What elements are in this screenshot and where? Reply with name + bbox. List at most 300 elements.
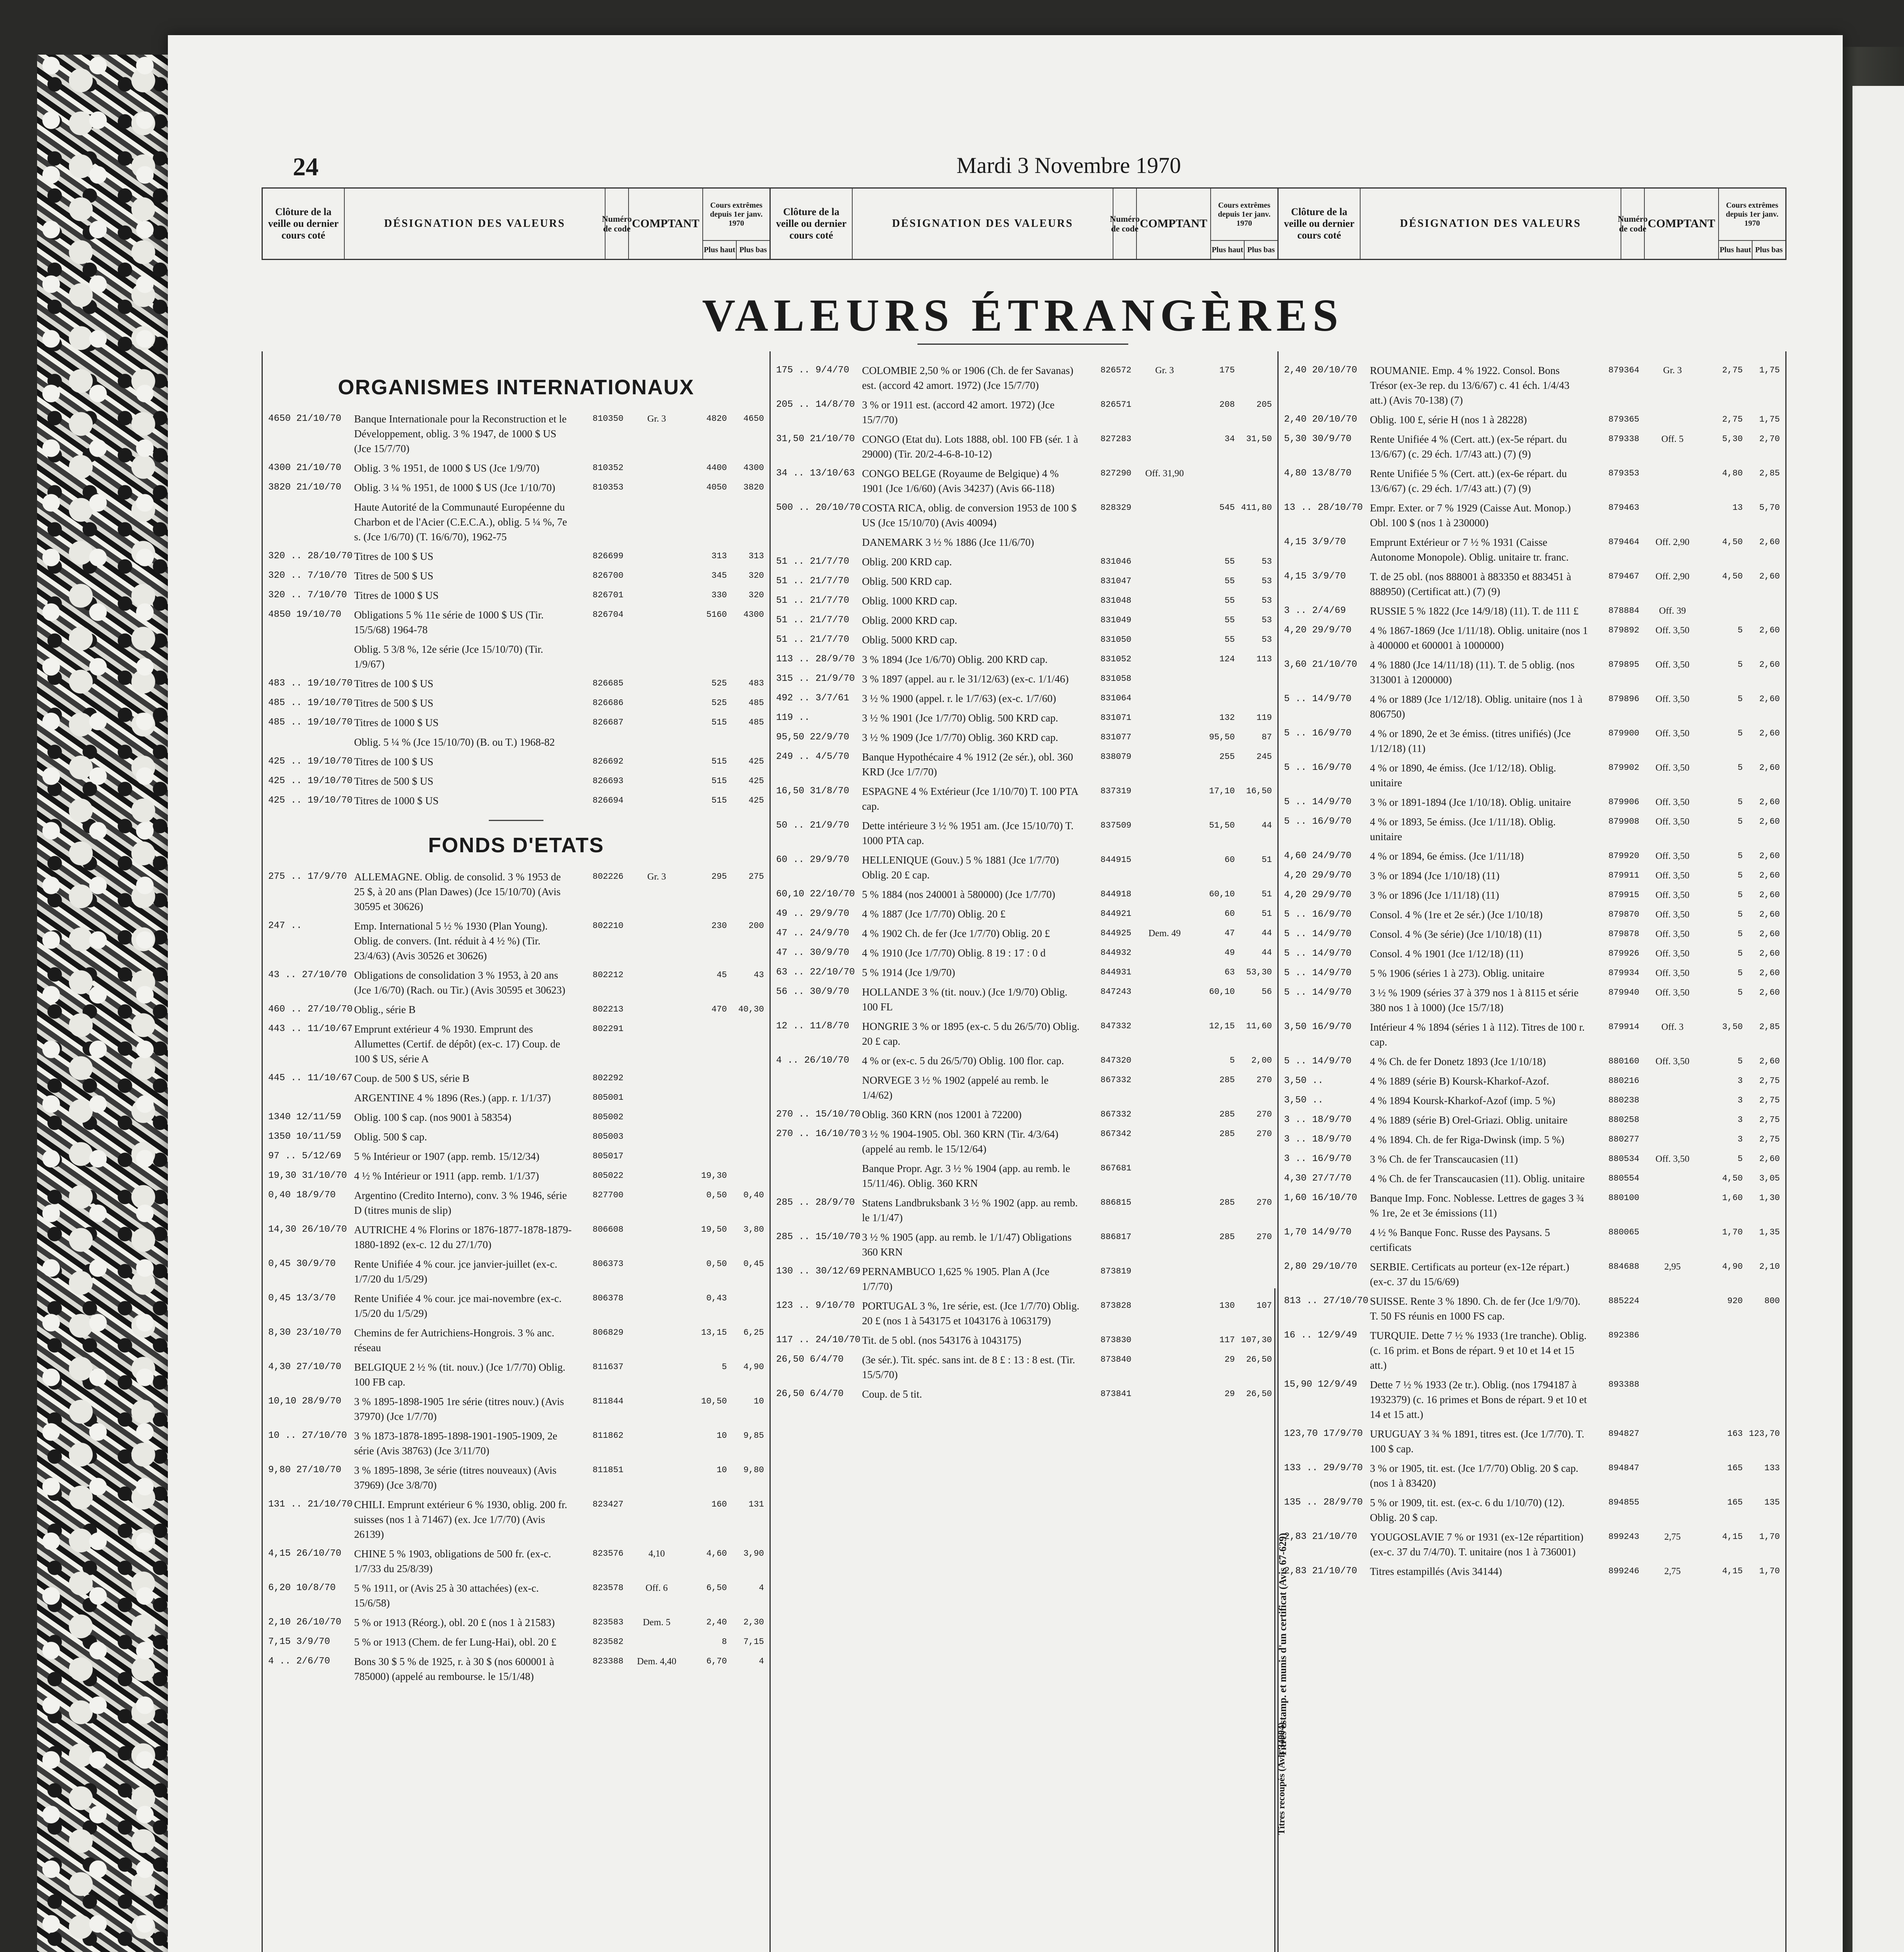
code-number: 802226 (592, 872, 623, 882)
security-name: 5 % 1906 (séries 1 à 273). Oblig. unitaire (1370, 967, 1544, 979)
plus-bas-value: 2,60 (1759, 1154, 1780, 1164)
plus-bas-value: 2,60 (1759, 728, 1780, 738)
plus-haut-value: 545 (1219, 503, 1235, 513)
listing-row (1284, 1152, 1780, 1167)
comptant-value (1131, 1073, 1198, 1102)
security-name: 3 % 1894 (Jce 1/6/70) Oblig. 200 KRD cap. (862, 654, 1048, 665)
close-value: 247 .. (268, 921, 302, 931)
close-value: 0,45 30/9/70 (268, 1259, 336, 1269)
comptant-value (1131, 887, 1198, 902)
code-number: 805022 (592, 1171, 623, 1181)
plus-bas-value: 425 (748, 776, 764, 786)
comptant-value (623, 549, 690, 564)
code-number: 828329 (1100, 503, 1131, 513)
plus-bas-value: 4 (759, 1656, 764, 1666)
plus-bas-value: 2,85 (1759, 1022, 1780, 1032)
plus-haut-value: 515 (711, 776, 727, 786)
plus-bas-value: 44 (1261, 948, 1272, 958)
plus-haut-value: 5 (1737, 1056, 1743, 1066)
code-number: 838079 (1100, 752, 1131, 762)
code-number: 847332 (1100, 1021, 1131, 1031)
listing-row (776, 907, 1272, 921)
listing-columns (262, 351, 1786, 1952)
close-value: 5 .. 16/9/70 (1284, 909, 1352, 920)
code-number: 899246 (1608, 1566, 1639, 1576)
security-name: Oblig. 3 ¼ % 1951, de 1000 $ US (Jce 1/10/70) (354, 482, 556, 493)
plus-haut-value: 345 (711, 571, 727, 581)
header-designation: DÉSIGNATION DES VALEURS (853, 189, 1113, 259)
page-number: 24 (293, 153, 319, 181)
comptant-value (1639, 1093, 1706, 1108)
plus-haut-value: 208 (1219, 400, 1235, 410)
plus-bas-value: 485 (748, 698, 764, 708)
header-comptant: COMPTANT (629, 189, 703, 259)
comptant-value: Off. 3,50 (1655, 851, 1690, 861)
listing-row (1284, 1054, 1780, 1069)
security-name: 4 % Ch. de fer Donetz 1893 (Jce 1/10/18) (1370, 1056, 1546, 1067)
security-name: 4 % 1867-1869 (Jce 1/11/18). Oblig. unitaire (nos 1 à 400000 et 600001 à 1000000) (1370, 625, 1588, 651)
close-value: 47 .. 24/9/70 (776, 928, 850, 939)
listing-row (268, 1257, 764, 1286)
plus-haut-value: 55 (1224, 557, 1235, 566)
plus-bas-value: 2,60 (1759, 817, 1780, 826)
security-name: 4 ½ % Intérieur or 1911 (app. remb. 1/1/37) (354, 1170, 539, 1182)
plus-haut-value: 51,50 (1209, 821, 1235, 830)
plus-bas-value: 6,25 (743, 1328, 764, 1338)
security-name: HONGRIE 3 % or 1895 (ex-c. 5 du 26/5/70) Oblig. 20 £ cap. (862, 1021, 1080, 1047)
security-name: 3 % or 1905, tit. est. (Jce 1/7/70) Oblig. 20 $ cap. (nos 1 à 83420) (1370, 1462, 1578, 1489)
plus-haut-value: 285 (1219, 1198, 1235, 1208)
col3-entries (1284, 363, 1780, 1579)
comptant-value (623, 1428, 690, 1458)
comptant-value (1131, 965, 1198, 980)
plus-bas-value (1743, 1377, 1780, 1422)
plus-haut-value: 5 (1737, 660, 1743, 670)
security-name: CONGO BELGE (Royaume de Belgique) 4 % 1901 (Jce 1/6/60) (Avis 34237) (Avis 66-118) (862, 468, 1059, 494)
plus-bas-value: 53 (1261, 615, 1272, 625)
code-number: 879870 (1608, 910, 1639, 919)
close-value: 3,50 16/9/70 (1284, 1022, 1352, 1032)
security-name: Oblig. 3 % 1951, de 1000 $ US (Jce 1/9/70) (354, 462, 540, 474)
plus-bas-value (727, 1291, 764, 1321)
security-name: 4 % or 1890, 2e et 3e émiss. (titres unifiés) (Jce 1/12/18) (11) (1370, 728, 1571, 754)
code-number: 880258 (1608, 1115, 1639, 1125)
listing-row (268, 1129, 764, 1144)
comptant-value (623, 754, 690, 769)
close-value: 5 .. 14/9/70 (1284, 1056, 1352, 1067)
listing-row (776, 887, 1272, 902)
listing-row (268, 1615, 764, 1630)
listing-row (268, 1428, 764, 1458)
plus-haut-value: 255 (1219, 752, 1235, 762)
header-group-1 (263, 189, 771, 259)
comptant-value (623, 919, 690, 963)
plus-bas-value: 1,75 (1759, 365, 1780, 375)
comptant-value (1131, 500, 1198, 530)
col1-entries (268, 411, 764, 808)
comptant-value: Off. 5 (1661, 434, 1684, 444)
close-value: 117 .. 24/10/70 (776, 1335, 861, 1345)
comptant-value (1131, 784, 1198, 814)
comptant-value (1131, 535, 1198, 550)
comptant-value: Off. 3 (1661, 1022, 1684, 1032)
close-value: 13 .. 28/10/70 (1284, 502, 1363, 513)
plus-bas-value: 51 (1261, 909, 1272, 919)
comptant-value (623, 1149, 690, 1164)
listing-row (1284, 1530, 1780, 1559)
plus-haut-value: 63 (1224, 967, 1235, 977)
plus-haut-value: 4,50 (1722, 572, 1743, 581)
plus-haut-value: 55 (1224, 576, 1235, 586)
close-value: 47 .. 30/9/70 (776, 948, 850, 958)
comptant-value (623, 1071, 690, 1086)
close-value: 4,15 26/10/70 (268, 1548, 342, 1559)
security-name: 3 ½ % 1901 (Jce 1/7/70) Oblig. 500 KRD cap. (862, 712, 1058, 724)
comptant-value: Off. 6 (645, 1583, 668, 1593)
code-number (573, 642, 623, 671)
code-number: 802292 (592, 1073, 623, 1083)
listing-row (268, 461, 764, 476)
plus-bas-value: 2,60 (1759, 694, 1780, 704)
security-name: Consol. 4 % (1re et 2e sér.) (Jce 1/10/18) (1370, 909, 1543, 921)
plus-haut-value: 10 (716, 1465, 727, 1475)
listing-row (1284, 985, 1780, 1015)
security-name: Oblig. 5 ¼ % (Jce 15/10/70) (B. ou T.) 1968-82 (354, 736, 555, 748)
code-number: 847320 (1100, 1056, 1131, 1065)
security-name: 3 ½ % 1909 (séries 37 à 379 nos 1 à 8115 et série 380 nos 1 à 1000) (Jce 15/7/18) (1370, 987, 1579, 1013)
plus-haut-label: Plus haut (1719, 241, 1753, 259)
plus-bas-value: 16,50 (1246, 786, 1272, 796)
comptant-value (623, 568, 690, 583)
close-value: 51 .. 21/7/70 (776, 615, 850, 625)
plus-haut-value: 4,15 (1722, 1532, 1743, 1542)
listing-row (1284, 927, 1780, 942)
security-name: 4 % or 1894, 6e émiss. (Jce 1/11/18) (1370, 850, 1524, 862)
plus-bas-value: 4,90 (743, 1362, 764, 1372)
code-number: 811637 (592, 1362, 623, 1372)
header-designation: DÉSIGNATION DES VALEURS (1361, 189, 1621, 259)
plus-bas-value: 51 (1261, 855, 1272, 865)
listing-row (268, 1002, 764, 1017)
close-value: 320 .. 7/10/70 (268, 570, 347, 581)
plus-bas-value: 40,30 (738, 1004, 764, 1014)
code-number: 805002 (592, 1112, 623, 1122)
close-value: 51 .. 21/7/70 (776, 576, 850, 586)
security-name: Oblig., série B (354, 1004, 416, 1015)
comptant-value: Off. 3,50 (1655, 871, 1690, 881)
close-value: 813 .. 27/10/70 (1284, 1296, 1369, 1306)
code-number: 823583 (592, 1617, 623, 1627)
listing-row (1284, 1020, 1780, 1049)
security-name: COLOMBIE 2,50 % or 1906 (Ch. de fer Savanas) est. (accord 42 amort. 1972) (Jce 15/7/70) (862, 365, 1074, 391)
security-name: HELLENIQUE (Gouv.) 5 % 1881 (Jce 1/7/70) Oblig. 20 £ cap. (862, 854, 1059, 881)
security-name: Dette intérieure 3 ½ % 1951 am. (Jce 15/10/70) T. 1000 PTA cap. (862, 820, 1074, 846)
comptant-value: 2,75 (1664, 1566, 1681, 1576)
close-value: 12 .. 11/8/70 (776, 1021, 850, 1031)
security-name: 5 % 1914 (Jce 1/9/70) (862, 967, 955, 978)
code-number: 844921 (1100, 909, 1131, 919)
close-value: 10,10 28/9/70 (268, 1396, 342, 1407)
security-name: Obligations de consolidation 3 % 1953, à 20 ans (Jce 1/6/70) (Rach. ou Tir.) (Avis 30595 et 30623) (354, 969, 565, 996)
code-number: 873828 (1100, 1301, 1131, 1311)
close-value: 3,50 .. (1284, 1076, 1323, 1086)
plus-bas-value: 0,40 (743, 1190, 764, 1200)
listing-row (268, 500, 764, 544)
listing-row (268, 1188, 764, 1218)
comptant-value (1131, 1352, 1198, 1382)
security-name: (3e sér.). Tit. spéc. sans int. de 8 £ : 13 : 8 est. (Tir. 15/5/70) (862, 1354, 1075, 1380)
close-value: 285 .. 28/9/70 (776, 1197, 855, 1208)
comptant-value: 4,10 (648, 1549, 665, 1559)
security-name: 3 % 1895-1898-1905 1re série (titres nouv.) (Avis 37970) (Jce 1/7/70) (354, 1396, 564, 1422)
security-name: Statens Landbruksbank 3 ½ % 1902 (app. au remb. le 1/1/47) (862, 1197, 1078, 1224)
plus-bas-value: 270 (1256, 1198, 1272, 1208)
comptant-value (1131, 1195, 1198, 1225)
plus-haut-value: 175 (1219, 365, 1235, 375)
header-numero: Numéro de code (606, 189, 629, 259)
comptant-value: Off. 3,50 (1655, 1056, 1690, 1067)
code-number: 826699 (592, 551, 623, 561)
listing-row (776, 1298, 1272, 1328)
security-name: 4 % or 1893, 5e émiss. (Jce 1/11/18). Oblig. unitaire (1370, 816, 1556, 842)
security-name: SUISSE. Rente 3 % 1890. Ch. de fer (Jce 1/9/70). T. 50 FS réunis en 1000 FS cap. (1370, 1295, 1581, 1322)
code-number: 880534 (1608, 1154, 1639, 1164)
close-value: 43 .. 27/10/70 (268, 970, 347, 980)
plus-haut-value: 5 (1737, 910, 1743, 919)
code-number: 844918 (1100, 889, 1131, 899)
close-value: 3,50 .. (1284, 1095, 1323, 1106)
plus-haut-value: 295 (711, 872, 727, 882)
code-number: 826701 (592, 590, 623, 600)
comptant-value (1131, 432, 1198, 461)
plus-haut-value: 4,80 (1722, 468, 1743, 478)
plus-haut-value: 3 (1737, 1135, 1743, 1144)
column-2 (771, 351, 1288, 1952)
close-value: 4300 21/10/70 (268, 463, 342, 473)
code-number: 879365 (1608, 415, 1639, 424)
plus-bas-value: 53 (1261, 557, 1272, 566)
plus-haut-value (1198, 1264, 1235, 1294)
code-number: 873840 (1100, 1355, 1131, 1364)
listing-row (776, 1161, 1272, 1191)
plus-bas-value (727, 1129, 764, 1144)
security-name: Empr. Exter. or 7 % 1929 (Caisse Aut. Monop.) Obl. 100 $ (nos 1 à 230000) (1370, 502, 1571, 529)
security-name: Emprunt Extérieur or 7 ½ % 1931 (Caisse Autonome Monopole). Oblig. unitaire tr. franc. (1370, 536, 1569, 563)
cours-extremes-label: Cours extrêmes depuis 1er janv. 1970 (1719, 189, 1785, 241)
security-name: 5 % or 1913 (Chem. de fer Lung-Hai), obl. 20 £ (354, 1636, 557, 1648)
security-name: 3 % or 1911 est. (accord 42 amort. 1972) (Jce 15/7/70) (862, 399, 1055, 426)
security-name: CHINE 5 % 1903, obligations de 500 fr. (ex-c. 1/7/33 du 25/8/39) (354, 1548, 551, 1574)
plus-haut-value: 5 (1737, 728, 1743, 738)
code-number: 831058 (1100, 674, 1131, 684)
plus-bas-value: 131 (748, 1500, 764, 1509)
plus-bas-value (1235, 363, 1272, 393)
header-comptant: COMPTANT (1137, 189, 1211, 259)
security-name: CONGO (Etat du). Lots 1888, obl. 100 FB (sér. 1 à 29000) (Tir. 20/2-4-6-8-10-12) (862, 433, 1078, 460)
comptant-value: Off. 3,50 (1655, 728, 1690, 739)
code-number: 826686 (592, 698, 623, 708)
code-number: 879467 (1608, 572, 1639, 581)
comptant-value (1131, 1053, 1198, 1068)
code-number: 823427 (592, 1500, 623, 1509)
close-value: 3 .. 18/9/70 (1284, 1134, 1352, 1145)
security-name: ARGENTINE 4 % 1896 (Res.) (app. r. 1/1/37) (354, 1092, 551, 1104)
listing-row (268, 1110, 764, 1125)
comptant-value: Off. 3,50 (1655, 949, 1690, 959)
listing-row (1284, 760, 1780, 790)
close-value: 5 .. 14/9/70 (1284, 797, 1352, 807)
plus-haut-value: 6,50 (706, 1583, 727, 1593)
security-name: AUTRICHE 4 % Florins or 1876-1877-1878-1879-1880-1892 (ex-c. 12 du 27/1/70) (354, 1224, 572, 1250)
plus-haut-value: 515 (711, 757, 727, 766)
listing-row (268, 735, 764, 750)
plus-haut-value (1706, 604, 1743, 618)
comptant-value (1131, 397, 1198, 427)
plus-haut-value: 4,15 (1722, 1566, 1743, 1576)
security-name: Rente Unifiée 4 % cour. jce janvier-juillet (ex-c. 1/7/20 du 1/5/29) (354, 1258, 557, 1285)
plus-bas-value: 56 (1261, 987, 1272, 997)
code-number: 802213 (592, 1004, 623, 1014)
plus-bas-value: 320 (748, 571, 764, 581)
plus-haut-label: Plus haut (1211, 241, 1245, 259)
security-name: 4 % 1902 Ch. de fer (Jce 1/7/70) Oblig. 20 £ (862, 928, 1050, 939)
cours-extremes-label: Cours extrêmes depuis 1er janv. 1970 (703, 189, 769, 241)
close-value: 4,20 29/9/70 (1284, 870, 1352, 881)
security-name: PORTUGAL 3 %, 1re série, est. (Jce 1/7/70) Oblig. 20 £ (nos 1 à 543175 et 1043176 à 1063179) (862, 1300, 1079, 1327)
comptant-value (623, 1257, 690, 1286)
security-name: Titres de 1000 $ US (354, 795, 439, 807)
plus-haut-value: 285 (1219, 1110, 1235, 1119)
plus-haut-value: 285 (1219, 1232, 1235, 1242)
plus-bas-label: Plus bas (1247, 245, 1275, 254)
code-number: 826694 (592, 796, 623, 805)
plus-bas-value (1235, 1161, 1272, 1191)
close-value: 443 .. 11/10/67 (268, 1024, 353, 1034)
close-value: 56 .. 30/9/70 (776, 987, 850, 997)
comptant-value (623, 735, 690, 750)
plus-bas-value: 119 (1256, 713, 1272, 723)
plus-bas-value: 2,60 (1759, 763, 1780, 773)
listing-row (776, 1195, 1272, 1225)
code-number: 805001 (592, 1093, 623, 1102)
plus-bas-value: 107,30 (1241, 1335, 1272, 1345)
comptant-value (1131, 574, 1198, 589)
listing-row (776, 363, 1272, 393)
close-value: 4850 19/10/70 (268, 609, 342, 620)
security-name: Banque Imp. Fonc. Noblesse. Lettres de gages 3 ¾ % 1re, 2e et 3e émissions (11) (1370, 1192, 1584, 1219)
table-header (262, 187, 1786, 260)
plus-haut-value: 132 (1219, 713, 1235, 723)
close-value: 492 .. 3/7/61 (776, 693, 850, 704)
listing-row (776, 985, 1272, 1014)
plus-bas-value: 4300 (743, 463, 764, 473)
code-number: 873841 (1100, 1389, 1131, 1399)
code-number: 811844 (592, 1396, 623, 1406)
plus-bas-value: 2,60 (1759, 851, 1780, 861)
code-number: 879878 (1608, 929, 1639, 939)
header-numero: Numéro de code (1113, 189, 1137, 259)
listing-row (776, 466, 1272, 496)
plus-bas-value: 270 (1256, 1232, 1272, 1242)
plus-bas-value: 2,75 (1759, 1135, 1780, 1144)
plus-bas-value: 1,30 (1759, 1193, 1780, 1203)
security-name: URUGUAY 3 ¾ % 1891, titres est. (Jce 1/7/70). T. 100 $ cap. (1370, 1428, 1584, 1455)
plus-bas-value: 123,70 (1749, 1429, 1780, 1439)
comptant-value (1131, 691, 1198, 706)
plus-bas-value (727, 500, 764, 544)
close-value: 4650 21/10/70 (268, 413, 342, 424)
listing-row (268, 1222, 764, 1252)
plus-bas-value: 53 (1261, 596, 1272, 606)
close-value: 14,30 26/10/70 (268, 1224, 347, 1235)
listing-row (776, 632, 1272, 647)
security-name: Banque Propr. Agr. 3 ½ % 1904 (app. au remb. le 15/11/46). Oblig. 360 KRN (862, 1163, 1070, 1189)
security-name: Oblig. 2000 KRD cap. (862, 614, 957, 626)
plus-haut-value: 230 (711, 921, 727, 931)
close-value: 5 .. 16/9/70 (1284, 762, 1352, 773)
plus-haut-value: 117 (1219, 1335, 1235, 1345)
plus-bas-value (727, 1168, 764, 1183)
security-name: Haute Autorité de la Communauté Européenne du Charbon et de l'Acier (C.E.C.A.), oblig. 5 ¼ %, 7e s. (Jce 1/6/70) (T. 16/6/70), 1962-75 (354, 501, 567, 543)
listing-row (1284, 1171, 1780, 1186)
plus-haut-value: 6,70 (706, 1656, 727, 1666)
security-name: Oblig. 5000 KRD cap. (862, 634, 957, 646)
comptant-value: Gr. 3 (1663, 365, 1682, 376)
listing-row (776, 730, 1272, 745)
listing-row (268, 1291, 764, 1321)
code-number: 879353 (1608, 468, 1639, 478)
listing-row (776, 397, 1272, 427)
security-name: 4 % or 1890, 4e émiss. (Jce 1/12/18). Oblig. unitaire (1370, 762, 1556, 789)
comptant-value (623, 1291, 690, 1321)
close-value: 31,50 21/10/70 (776, 434, 855, 444)
listing-row (776, 593, 1272, 608)
security-name: Rente Unifiée 5 % (Cert. att.) (ex-6e répart. du 13/6/67) (c. 29 éch. 1/7/43 att.) (7) (9) (1370, 468, 1567, 494)
plus-haut-value: 165 (1727, 1498, 1743, 1507)
plus-haut-value: 5160 (706, 610, 727, 620)
listing-row (776, 554, 1272, 569)
security-name: 3 % or 1891-1894 (Jce 1/10/18). Oblig. unitaire (1370, 796, 1571, 808)
code-number: 806608 (592, 1225, 623, 1234)
plus-haut-value (690, 500, 727, 544)
plus-haut-value (690, 1110, 727, 1125)
security-name: Banque Hypothécaire 4 % 1912 (2e sér.), obl. 360 KRD (Jce 1/7/70) (862, 751, 1073, 778)
close-value (268, 642, 354, 671)
plus-haut-value: 5 (1229, 1056, 1235, 1065)
plus-haut-value: 0,43 (706, 1293, 727, 1303)
security-name: Consol. 4 % (3e série) (Jce 1/10/18) (11) (1370, 928, 1542, 940)
code-number: 826693 (592, 776, 623, 786)
header-cours-extremes (1719, 189, 1785, 259)
security-name: RUSSIE 5 % 1822 (Jce 14/9/18) (11). T. de 111 £ (1370, 605, 1579, 617)
plus-haut-value: 163 (1727, 1429, 1743, 1439)
plus-haut-value: 5 (1737, 817, 1743, 826)
code-number: 826692 (592, 757, 623, 766)
section-organismes: ORGANISMES INTERNATIONAUX (338, 376, 695, 399)
plus-bas-value (727, 735, 764, 750)
listing-row (268, 1090, 764, 1105)
close-value: 3 .. 2/4/69 (1284, 606, 1346, 616)
plus-haut-value: 2,75 (1722, 415, 1743, 424)
close-value: 9,80 27/10/70 (268, 1465, 342, 1475)
listing-row (1284, 849, 1780, 864)
comptant-value (623, 1002, 690, 1017)
listing-row (1284, 363, 1780, 408)
plus-haut-value: 55 (1224, 635, 1235, 645)
listing-row (776, 1230, 1272, 1259)
listing-row (268, 568, 764, 583)
code-number: 831048 (1100, 596, 1131, 606)
